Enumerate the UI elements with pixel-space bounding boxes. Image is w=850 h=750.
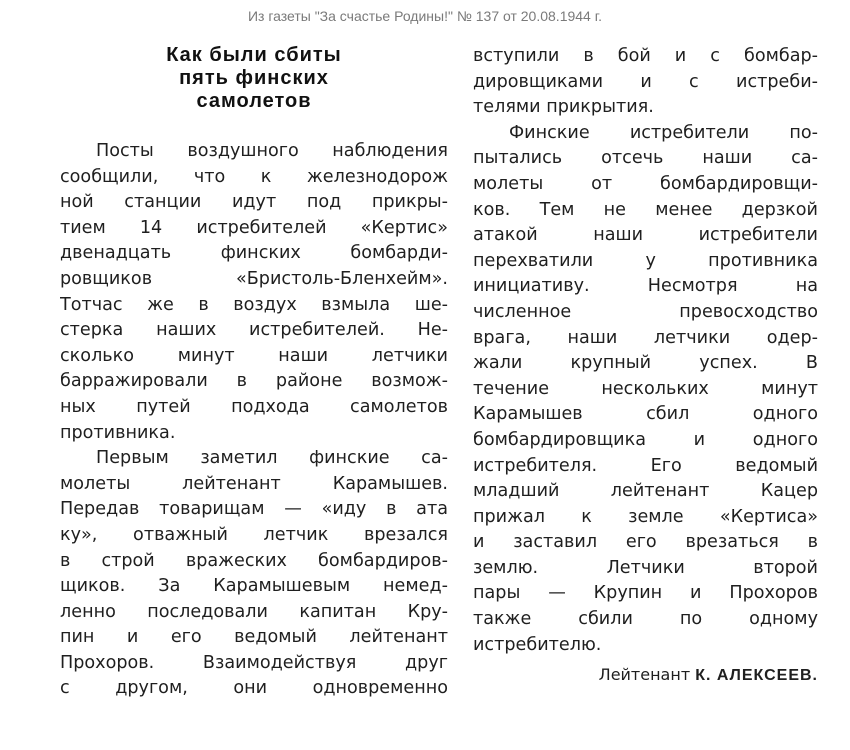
headline-line: Как были сбиты (166, 44, 342, 66)
text-line: молеты от бомбардировщи- (473, 173, 818, 194)
text-line: Тотчас же в воздух взмыла ше- (60, 294, 448, 315)
text-line: инициативу. Несмотря на (473, 276, 818, 297)
text-line: также сбили по одному (473, 609, 818, 630)
text-line: перехватили у противника (473, 250, 818, 271)
author-signature (473, 662, 818, 689)
text-line: ков. Тем не менее дерзкой (473, 199, 818, 220)
text-line: истребителю. (473, 634, 602, 655)
text-line: пин и его ведомый лейтенант (60, 627, 448, 648)
paragraph-1 (60, 139, 448, 446)
headline-line: самолетов (196, 90, 312, 112)
text-line: дировщиками и с истреби- (473, 71, 818, 92)
text-line: врага, наши летчики одер- (473, 327, 818, 348)
text-line: с другом, они одновременно (60, 678, 448, 699)
text-line: Первым заметил финские са- (96, 448, 448, 469)
text-line: в строй вражеских бомбардиров- (60, 550, 448, 571)
text-line: пары — Крупин и Прохоров (473, 583, 818, 604)
text-line: жали крупный успех. В (473, 353, 818, 374)
article-headline (60, 44, 448, 113)
text-line: Передав товарищам — «иду в ата (60, 499, 448, 520)
text-line: бомбардировщика и одного (473, 429, 818, 450)
text-line: численное превосходство (473, 301, 818, 322)
text-line: ных путей подхода самолетов (60, 396, 448, 417)
text-line: молеты лейтенант Карамышев. (60, 473, 448, 494)
paragraph-2-continued (473, 44, 818, 121)
author-name: К. АЛЕКСЕЕВ. (695, 667, 818, 685)
text-line: барражировали в районе возмож- (60, 371, 448, 392)
paragraph-3 (473, 121, 818, 658)
article-column-left (60, 44, 448, 702)
text-line: Посты воздушного наблюдения (96, 141, 448, 161)
text-line: и заставил его врезаться в (473, 532, 818, 553)
text-line: двенадцать финских бомбарди- (60, 243, 448, 264)
text-line: Прохоров. Взаимодействуя друг (60, 652, 448, 673)
text-line: ку», отважный летчик врезался (60, 524, 448, 545)
text-line: ровщиков «Бристоль-Бленхейм». (60, 268, 448, 289)
text-line: вступили в бой и с бомбар- (473, 46, 818, 66)
text-line: сколько минут наши летчики (60, 345, 448, 366)
text-line: младший лейтенант Кацер (473, 481, 818, 502)
text-line: тием 14 истребителей «Кертис» (60, 217, 448, 238)
text-line: противника. (60, 422, 176, 443)
text-line: прижал к земле «Кертиса» (473, 506, 818, 527)
paragraph-2 (60, 446, 448, 702)
text-line: щиков. За Карамышевым немед- (60, 576, 448, 597)
source-caption: Из газеты "За счастье Родины!" № 137 от 20.08.1944 г. (247, 8, 603, 24)
text-line: течение нескольких минут (473, 378, 818, 399)
text-line: сообщили, что к железнодорож (60, 166, 448, 187)
text-line: Карамышев сбил одного (473, 404, 818, 425)
text-line: землю. Летчики второй (473, 557, 818, 578)
text-line: атакой наши истребители (473, 225, 818, 246)
text-line: пытались отсечь наши са- (473, 148, 818, 169)
text-line: ленно последовали капитан Кру- (60, 601, 448, 622)
text-line: телями прикрытия. (473, 97, 654, 118)
text-line: ной станции идут под прикры- (60, 192, 448, 213)
text-line: Финские истребители по- (509, 122, 818, 143)
text-line: истребителя. Его ведомый (473, 455, 818, 476)
headline-line: пять финских (179, 67, 329, 89)
article-column-right (473, 44, 818, 689)
text-line: стерка наших истребителей. Не- (60, 320, 448, 341)
author-rank: Лейтенант (598, 665, 691, 685)
